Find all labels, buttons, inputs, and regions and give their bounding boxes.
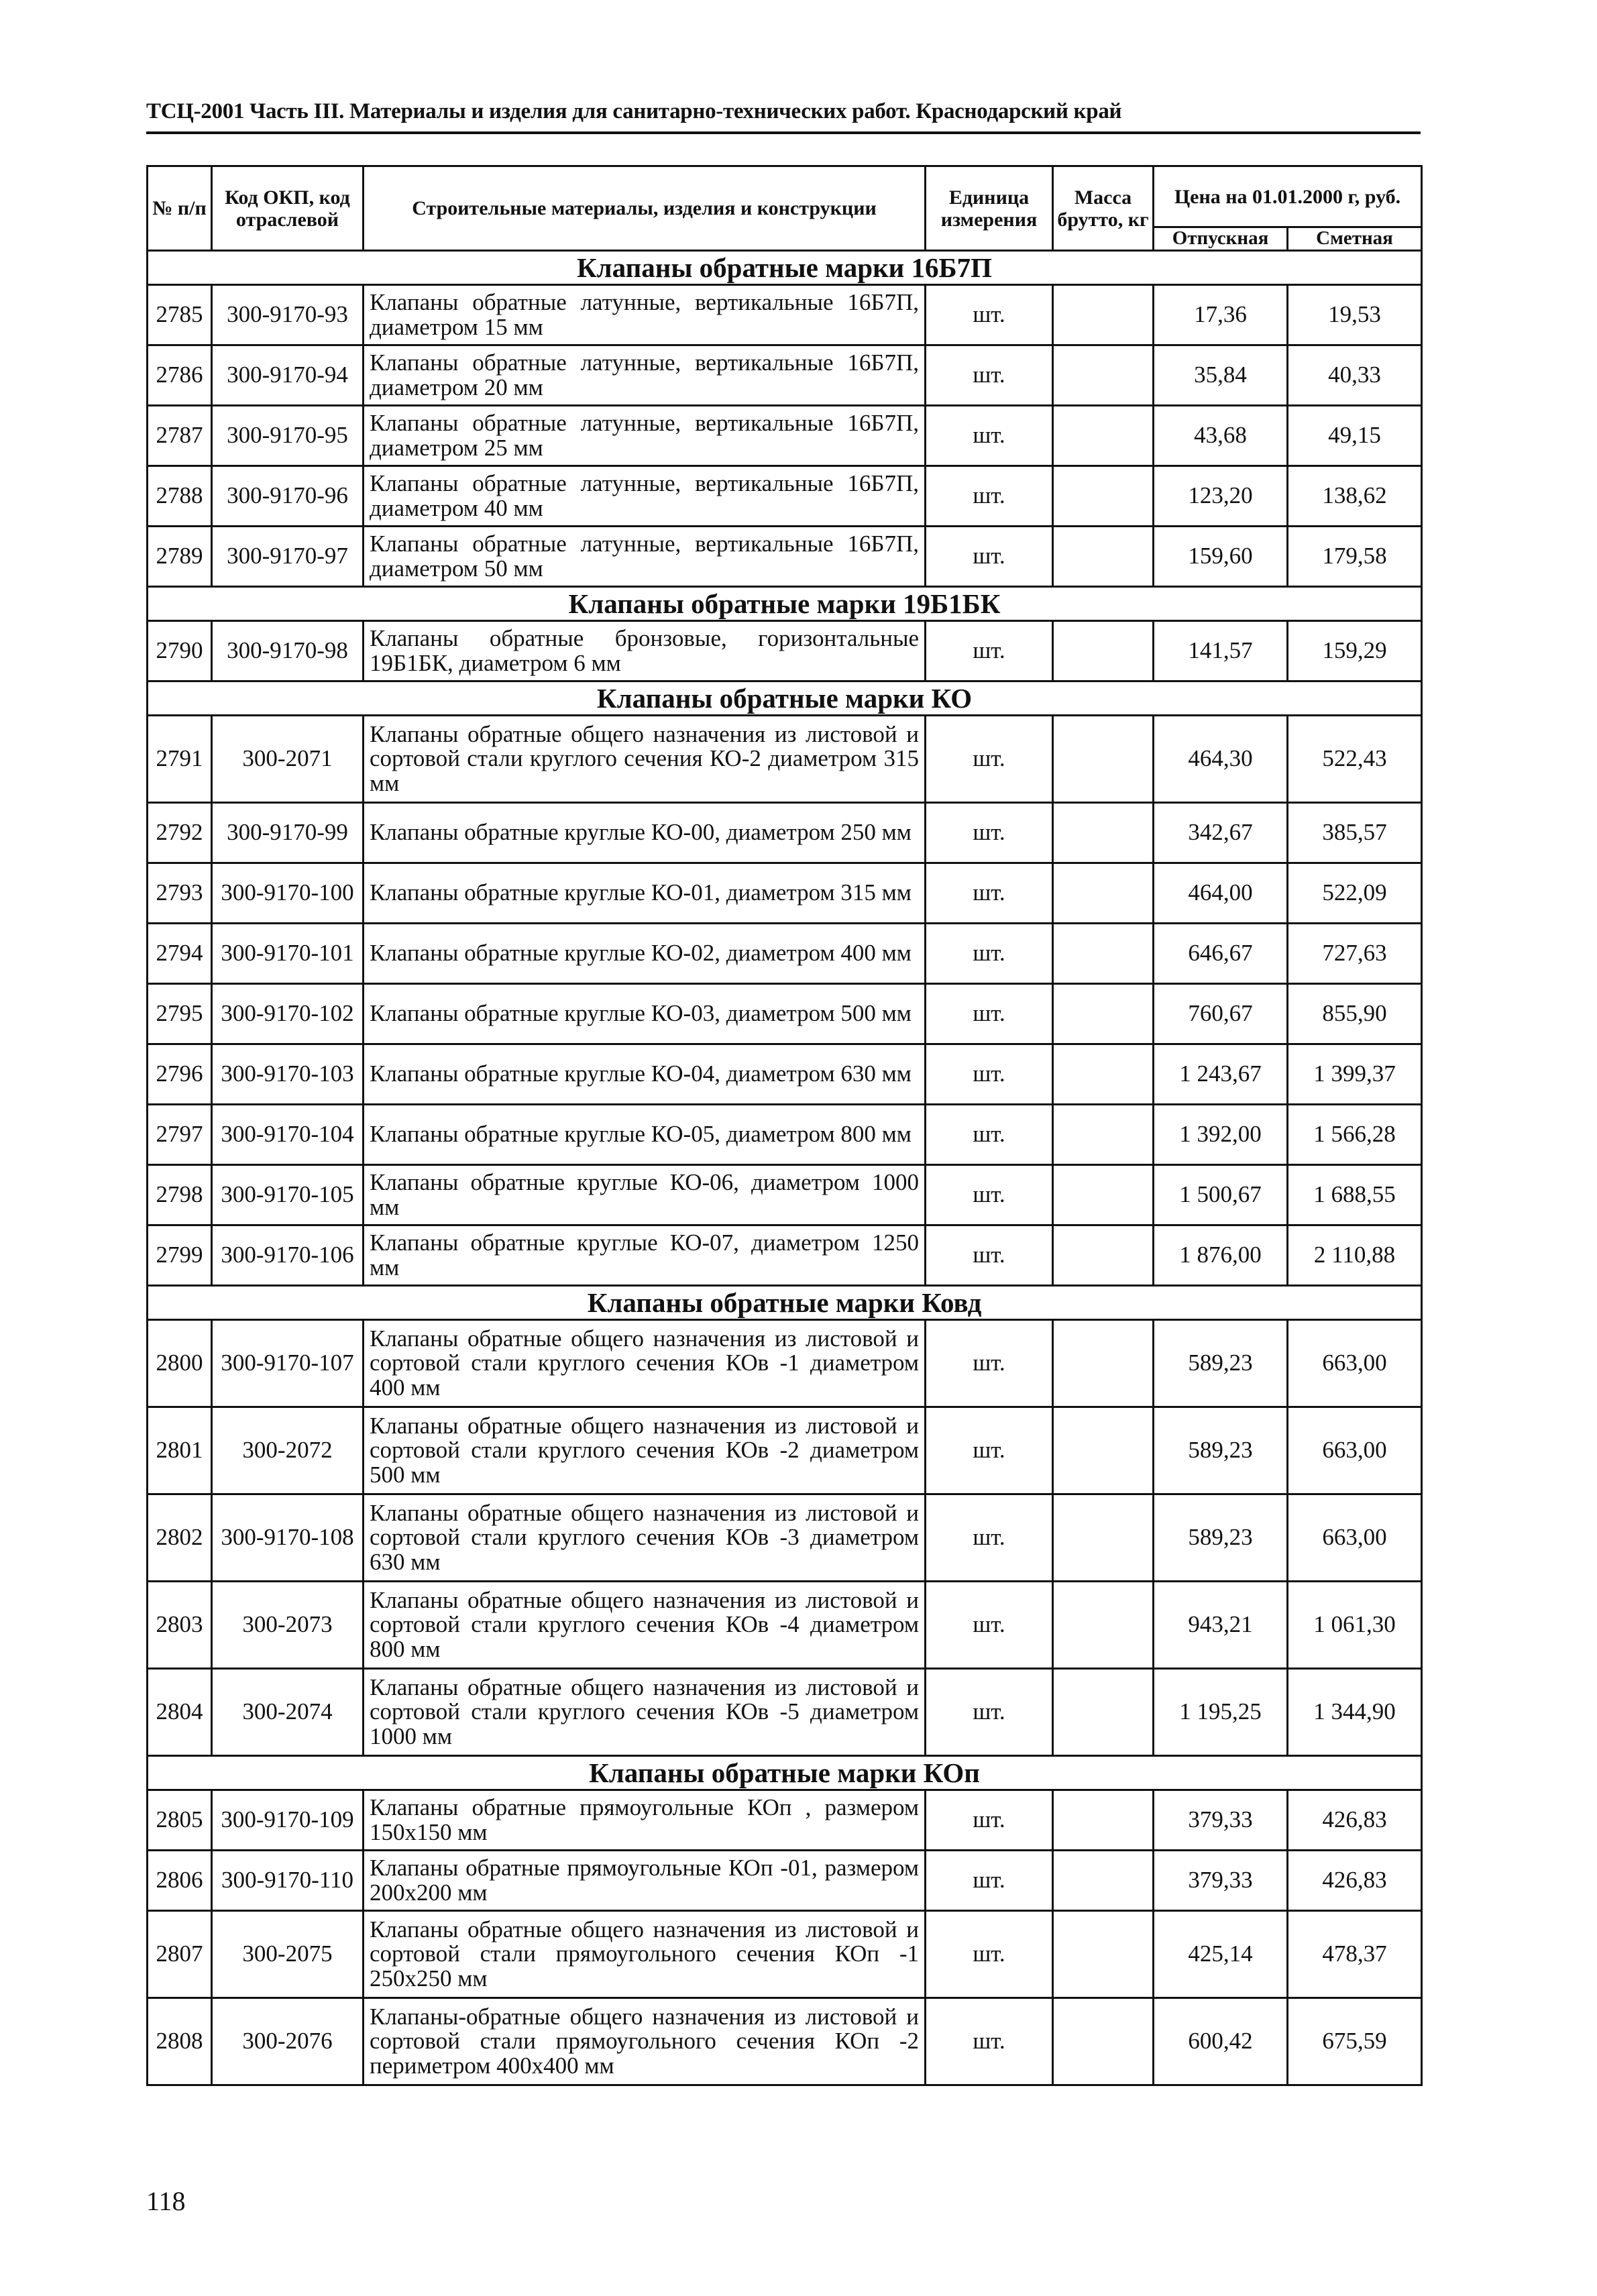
cell-mass [1053, 984, 1154, 1044]
page-header: ТСЦ-2001 Часть III. Материалы и изделия для санитарно-технических работ. Краснодарский край [146, 99, 1122, 123]
cell-unit: шт. [926, 527, 1053, 587]
cell-price-estimate: 159,29 [1288, 621, 1422, 681]
cell-num: 2789 [148, 527, 212, 587]
cell-mass [1053, 345, 1154, 406]
table-row [148, 285, 1422, 345]
cell-code: 300-9170-93 [212, 285, 364, 345]
table-row [148, 1225, 1422, 1286]
cell-name: Клапаны обратные круглые КО-00, диаметром 250 мм [364, 803, 926, 863]
cell-num: 2792 [148, 803, 212, 863]
cell-name: Клапаны-обратные общего назначения из листовой и сортовой стали прямоугольного сечения КОп -2 периметром 400х400 мм [364, 1998, 926, 2085]
cell-code: 300-9170-110 [212, 1851, 364, 1911]
cell-name: Клапаны обратные круглые КО-07, диаметром 1250 мм [364, 1225, 926, 1286]
cell-price-release: 159,60 [1154, 527, 1288, 587]
cell-unit: шт. [926, 1407, 1053, 1494]
cell-unit: шт. [926, 803, 1053, 863]
section-row [148, 1286, 1422, 1320]
cell-price-release: 35,84 [1154, 345, 1288, 406]
cell-num: 2788 [148, 466, 212, 527]
cell-name: Клапаны обратные латунные, вертикальные 16Б7П, диаметром 25 мм [364, 406, 926, 466]
cell-price-estimate: 426,83 [1288, 1790, 1422, 1851]
cell-price-estimate: 663,00 [1288, 1320, 1422, 1407]
price-table [146, 165, 1423, 2086]
cell-name: Клапаны обратные общего назначения из листовой и сортовой стали круглого сечения КОв -5 диаметром 1000 мм [364, 1669, 926, 1756]
section-row [148, 1756, 1422, 1790]
cell-name: Клапаны обратные общего назначения из листовой и сортовой стали прямоугольного сечения КОп -1 250х250 мм [364, 1911, 926, 1998]
cell-mass [1053, 1407, 1154, 1494]
cell-price-release: 1 876,00 [1154, 1225, 1288, 1286]
header-price: Цена на 01.01.2000 г, руб. [1154, 166, 1422, 227]
cell-code: 300-9170-105 [212, 1165, 364, 1225]
table-row [148, 1790, 1422, 1851]
cell-name: Клапаны обратные латунные, вертикальные 16Б7П, диаметром 15 мм [364, 285, 926, 345]
cell-mass [1053, 716, 1154, 803]
cell-num: 2797 [148, 1105, 212, 1165]
table-row [148, 863, 1422, 924]
cell-mass [1053, 1320, 1154, 1407]
header-name: Строительные материалы, изделия и конструкции [364, 166, 926, 251]
cell-price-release: 943,21 [1154, 1582, 1288, 1669]
cell-price-release: 342,67 [1154, 803, 1288, 863]
cell-price-release: 1 500,67 [1154, 1165, 1288, 1225]
cell-num: 2807 [148, 1911, 212, 1998]
cell-price-estimate: 49,15 [1288, 406, 1422, 466]
cell-name: Клапаны обратные общего назначения из листовой и сортовой стали круглого сечения КО-2 диаметром 315 мм [364, 716, 926, 803]
cell-price-release: 589,23 [1154, 1407, 1288, 1494]
cell-unit: шт. [926, 1320, 1053, 1407]
cell-num: 2785 [148, 285, 212, 345]
table-row [148, 466, 1422, 527]
cell-price-estimate: 1 061,30 [1288, 1582, 1422, 1669]
cell-price-estimate: 2 110,88 [1288, 1225, 1422, 1286]
cell-code: 300-9170-96 [212, 466, 364, 527]
cell-unit: шт. [926, 285, 1053, 345]
cell-unit: шт. [926, 466, 1053, 527]
cell-code: 300-9170-94 [212, 345, 364, 406]
table-row [148, 527, 1422, 587]
section-title: Клапаны обратные марки КО [148, 681, 1422, 716]
cell-num: 2804 [148, 1669, 212, 1756]
cell-mass [1053, 1165, 1154, 1225]
table-header [148, 166, 1422, 251]
cell-mass [1053, 924, 1154, 984]
cell-price-release: 17,36 [1154, 285, 1288, 345]
cell-code: 300-9170-98 [212, 621, 364, 681]
cell-code: 300-9170-106 [212, 1225, 364, 1286]
cell-mass [1053, 1494, 1154, 1582]
cell-code: 300-9170-108 [212, 1494, 364, 1582]
cell-price-release: 1 195,25 [1154, 1669, 1288, 1756]
cell-price-estimate: 1 688,55 [1288, 1165, 1422, 1225]
cell-num: 2786 [148, 345, 212, 406]
cell-name: Клапаны обратные общего назначения из листовой и сортовой стали круглого сечения КОв -1 диаметром 400 мм [364, 1320, 926, 1407]
section-title: Клапаны обратные марки КОп [148, 1756, 1422, 1790]
cell-price-release: 1 243,67 [1154, 1044, 1288, 1105]
table-body [148, 251, 1422, 2085]
cell-price-estimate: 385,57 [1288, 803, 1422, 863]
cell-name: Клапаны обратные прямоугольные КОп -01, размером 200х200 мм [364, 1851, 926, 1911]
cell-mass [1053, 803, 1154, 863]
page-number: 118 [146, 2186, 186, 2216]
header-price-estimate: Сметная [1288, 227, 1422, 251]
cell-price-release: 589,23 [1154, 1320, 1288, 1407]
cell-price-release: 464,30 [1154, 716, 1288, 803]
cell-mass [1053, 1998, 1154, 2085]
cell-unit: шт. [926, 863, 1053, 924]
cell-name: Клапаны обратные круглые КО-01, диаметром 315 мм [364, 863, 926, 924]
cell-price-estimate: 138,62 [1288, 466, 1422, 527]
cell-num: 2791 [148, 716, 212, 803]
table-row [148, 803, 1422, 863]
cell-price-release: 379,33 [1154, 1851, 1288, 1911]
cell-price-release: 600,42 [1154, 1998, 1288, 2085]
table-row [148, 1494, 1422, 1582]
cell-unit: шт. [926, 1790, 1053, 1851]
cell-unit: шт. [926, 1911, 1053, 1998]
cell-name: Клапаны обратные латунные, вертикальные 16Б7П, диаметром 20 мм [364, 345, 926, 406]
cell-code: 300-9170-107 [212, 1320, 364, 1407]
cell-unit: шт. [926, 1225, 1053, 1286]
cell-mass [1053, 863, 1154, 924]
table-row [148, 924, 1422, 984]
header-code: Код ОКП, код отраслевой [212, 166, 364, 251]
cell-name: Клапаны обратные латунные, вертикальные 16Б7П, диаметром 50 мм [364, 527, 926, 587]
table-row [148, 1582, 1422, 1669]
cell-name: Клапаны обратные общего назначения из листовой и сортовой стали круглого сечения КОв -4 диаметром 800 мм [364, 1582, 926, 1669]
cell-mass [1053, 1669, 1154, 1756]
cell-code: 300-9170-97 [212, 527, 364, 587]
table-row [148, 1669, 1422, 1756]
cell-unit: шт. [926, 1494, 1053, 1582]
table-row [148, 1044, 1422, 1105]
cell-num: 2794 [148, 924, 212, 984]
cell-num: 2799 [148, 1225, 212, 1286]
cell-code: 300-9170-109 [212, 1790, 364, 1851]
cell-mass [1053, 1790, 1154, 1851]
cell-mass [1053, 1044, 1154, 1105]
cell-name: Клапаны обратные круглые КО-06, диаметром 1000 мм [364, 1165, 926, 1225]
cell-name: Клапаны обратные общего назначения из листовой и сортовой стали круглого сечения КОв -2 диаметром 500 мм [364, 1407, 926, 1494]
cell-code: 300-9170-101 [212, 924, 364, 984]
cell-mass [1053, 621, 1154, 681]
cell-code: 300-2072 [212, 1407, 364, 1494]
table-row [148, 1998, 1422, 2085]
table-row [148, 1407, 1422, 1494]
cell-price-estimate: 1 344,90 [1288, 1669, 1422, 1756]
cell-code: 300-2073 [212, 1582, 364, 1669]
cell-unit: шт. [926, 1851, 1053, 1911]
cell-price-release: 123,20 [1154, 466, 1288, 527]
cell-price-estimate: 179,58 [1288, 527, 1422, 587]
cell-mass [1053, 466, 1154, 527]
cell-name: Клапаны обратные бронзовые, горизонтальные 19Б1БК, диаметром 6 мм [364, 621, 926, 681]
cell-name: Клапаны обратные общего назначения из листовой и сортовой стали круглого сечения КОв -3 диаметром 630 мм [364, 1494, 926, 1582]
cell-price-estimate: 40,33 [1288, 345, 1422, 406]
cell-price-estimate: 426,83 [1288, 1851, 1422, 1911]
cell-price-estimate: 663,00 [1288, 1407, 1422, 1494]
cell-num: 2801 [148, 1407, 212, 1494]
cell-code: 300-9170-103 [212, 1044, 364, 1105]
cell-mass [1053, 1225, 1154, 1286]
cell-price-estimate: 1 566,28 [1288, 1105, 1422, 1165]
cell-num: 2787 [148, 406, 212, 466]
cell-num: 2793 [148, 863, 212, 924]
header-divider [146, 131, 1421, 134]
cell-price-release: 43,68 [1154, 406, 1288, 466]
table-row [148, 716, 1422, 803]
section-title: Клапаны обратные марки 19Б1БК [148, 587, 1422, 621]
cell-unit: шт. [926, 984, 1053, 1044]
cell-unit: шт. [926, 1165, 1053, 1225]
cell-code: 300-9170-104 [212, 1105, 364, 1165]
cell-price-release: 425,14 [1154, 1911, 1288, 1998]
cell-name: Клапаны обратные круглые КО-04, диаметром 630 мм [364, 1044, 926, 1105]
cell-price-estimate: 522,09 [1288, 863, 1422, 924]
cell-unit: шт. [926, 345, 1053, 406]
cell-num: 2802 [148, 1494, 212, 1582]
cell-price-estimate: 522,43 [1288, 716, 1422, 803]
cell-unit: шт. [926, 1998, 1053, 2085]
cell-unit: шт. [926, 621, 1053, 681]
cell-price-release: 464,00 [1154, 863, 1288, 924]
cell-mass [1053, 527, 1154, 587]
cell-price-estimate: 19,53 [1288, 285, 1422, 345]
cell-num: 2806 [148, 1851, 212, 1911]
cell-mass [1053, 285, 1154, 345]
table-row [148, 1105, 1422, 1165]
cell-unit: шт. [926, 1669, 1053, 1756]
cell-num: 2805 [148, 1790, 212, 1851]
cell-unit: шт. [926, 924, 1053, 984]
cell-price-estimate: 727,63 [1288, 924, 1422, 984]
section-row [148, 251, 1422, 285]
table-row [148, 1851, 1422, 1911]
cell-code: 300-2076 [212, 1998, 364, 2085]
cell-mass [1053, 1582, 1154, 1669]
cell-num: 2790 [148, 621, 212, 681]
cell-num: 2803 [148, 1582, 212, 1669]
cell-name: Клапаны обратные прямоугольные КОп , размером 150х150 мм [364, 1790, 926, 1851]
cell-mass [1053, 1105, 1154, 1165]
cell-price-estimate: 855,90 [1288, 984, 1422, 1044]
cell-price-estimate: 663,00 [1288, 1494, 1422, 1582]
cell-num: 2798 [148, 1165, 212, 1225]
table-row [148, 1320, 1422, 1407]
table-row [148, 621, 1422, 681]
cell-num: 2795 [148, 984, 212, 1044]
cell-unit: шт. [926, 1105, 1053, 1165]
header-price-release: Отпускная [1154, 227, 1288, 251]
cell-num: 2808 [148, 1998, 212, 2085]
cell-mass [1053, 1851, 1154, 1911]
cell-name: Клапаны обратные круглые КО-05, диаметром 800 мм [364, 1105, 926, 1165]
cell-code: 300-2071 [212, 716, 364, 803]
cell-price-estimate: 675,59 [1288, 1998, 1422, 2085]
cell-price-release: 141,57 [1154, 621, 1288, 681]
cell-price-release: 589,23 [1154, 1494, 1288, 1582]
header-mass: Масса брутто, кг [1053, 166, 1154, 251]
table-row [148, 984, 1422, 1044]
cell-code: 300-2075 [212, 1911, 364, 1998]
section-row [148, 587, 1422, 621]
cell-num: 2796 [148, 1044, 212, 1105]
table-row [148, 1165, 1422, 1225]
cell-mass [1053, 1911, 1154, 1998]
cell-code: 300-2074 [212, 1669, 364, 1756]
header-unit: Единица измерения [926, 166, 1053, 251]
cell-mass [1053, 406, 1154, 466]
cell-unit: шт. [926, 406, 1053, 466]
cell-code: 300-9170-100 [212, 863, 364, 924]
section-row [148, 681, 1422, 716]
table-row [148, 345, 1422, 406]
cell-price-release: 1 392,00 [1154, 1105, 1288, 1165]
cell-code: 300-9170-102 [212, 984, 364, 1044]
section-title: Клапаны обратные марки 16Б7П [148, 251, 1422, 285]
cell-name: Клапаны обратные круглые КО-03, диаметром 500 мм [364, 984, 926, 1044]
cell-price-release: 646,67 [1154, 924, 1288, 984]
cell-name: Клапаны обратные латунные, вертикальные 16Б7П, диаметром 40 мм [364, 466, 926, 527]
cell-num: 2800 [148, 1320, 212, 1407]
cell-price-release: 760,67 [1154, 984, 1288, 1044]
cell-price-estimate: 1 399,37 [1288, 1044, 1422, 1105]
cell-price-estimate: 478,37 [1288, 1911, 1422, 1998]
cell-code: 300-9170-99 [212, 803, 364, 863]
table-row [148, 406, 1422, 466]
cell-unit: шт. [926, 1044, 1053, 1105]
cell-price-release: 379,33 [1154, 1790, 1288, 1851]
cell-unit: шт. [926, 716, 1053, 803]
section-title: Клапаны обратные марки Ковд [148, 1286, 1422, 1320]
cell-code: 300-9170-95 [212, 406, 364, 466]
table-row [148, 1911, 1422, 1998]
cell-unit: шт. [926, 1582, 1053, 1669]
header-num: № п/п [148, 166, 212, 251]
cell-name: Клапаны обратные круглые КО-02, диаметром 400 мм [364, 924, 926, 984]
